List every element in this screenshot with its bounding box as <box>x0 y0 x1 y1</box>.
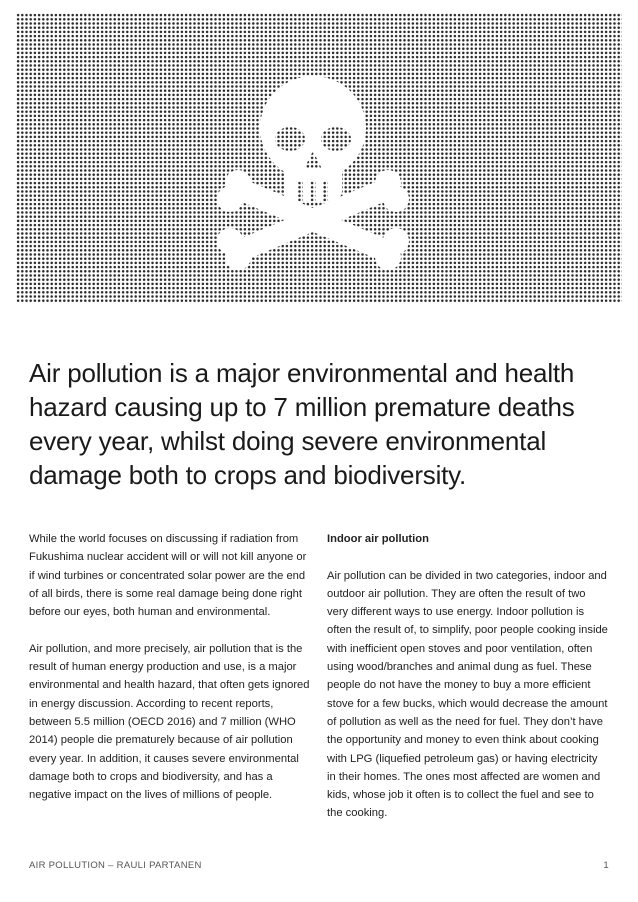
section-heading: Indoor air pollution <box>327 533 429 545</box>
body-paragraph: Air pollution, and more precisely, air pollution that is the result of human energy production and use, is a major environmental and health hazard, that often gets ignored in energy discussion. According to recent reports, between 5.5 million (OECD 2016) and 7 million (WHO 2014) people die prematurely because of air pollution every year. In addition, it causes severe environmental damage both to crops and biodiversity, and has a negative impact on the lives of millions of people. <box>29 642 310 802</box>
body-paragraph: While the world focuses on discussing if radiation from Fukushima nuclear accident will or will not kill anyone or if wind turbines or concentrated solar power are the end of all birds, there is some real damage being done right before our eyes, both human and environmental. <box>29 533 307 619</box>
skull-and-crossbones-icon <box>16 13 622 303</box>
page-headline: Air pollution is a major environmental and health hazard causing up to 7 million premature deaths every year, whilst doing severe environmental damage both to crops and biodiversity. <box>29 358 575 490</box>
right-column <box>327 530 609 841</box>
page-number: 1 <box>603 860 609 871</box>
hero-illustration <box>16 13 622 303</box>
left-column <box>29 530 311 823</box>
body-paragraph: Air pollution can be divided in two categories, indoor and outdoor air pollution. They are often the result of two very different ways to use energy. Indoor pollution is often the result of, to simplify, poor people cooking inside with inefficient open stoves and poor ventilation, often using wood/branches and animal dung as fuel. These people do not have the money to buy a more efficient stove for a few bucks, which would decrease the amount of pollution as well as the need for fuel. They don’t have the opportunity and money to even think about cooking with LPG (liquefied petroleum gas) or having electricity in their homes. The ones most affected are women and kids, whose job it often is to collect the fuel and see to the cooking. <box>327 569 608 820</box>
running-title: AIR POLLUTION – RAULI PARTANEN <box>29 860 202 871</box>
